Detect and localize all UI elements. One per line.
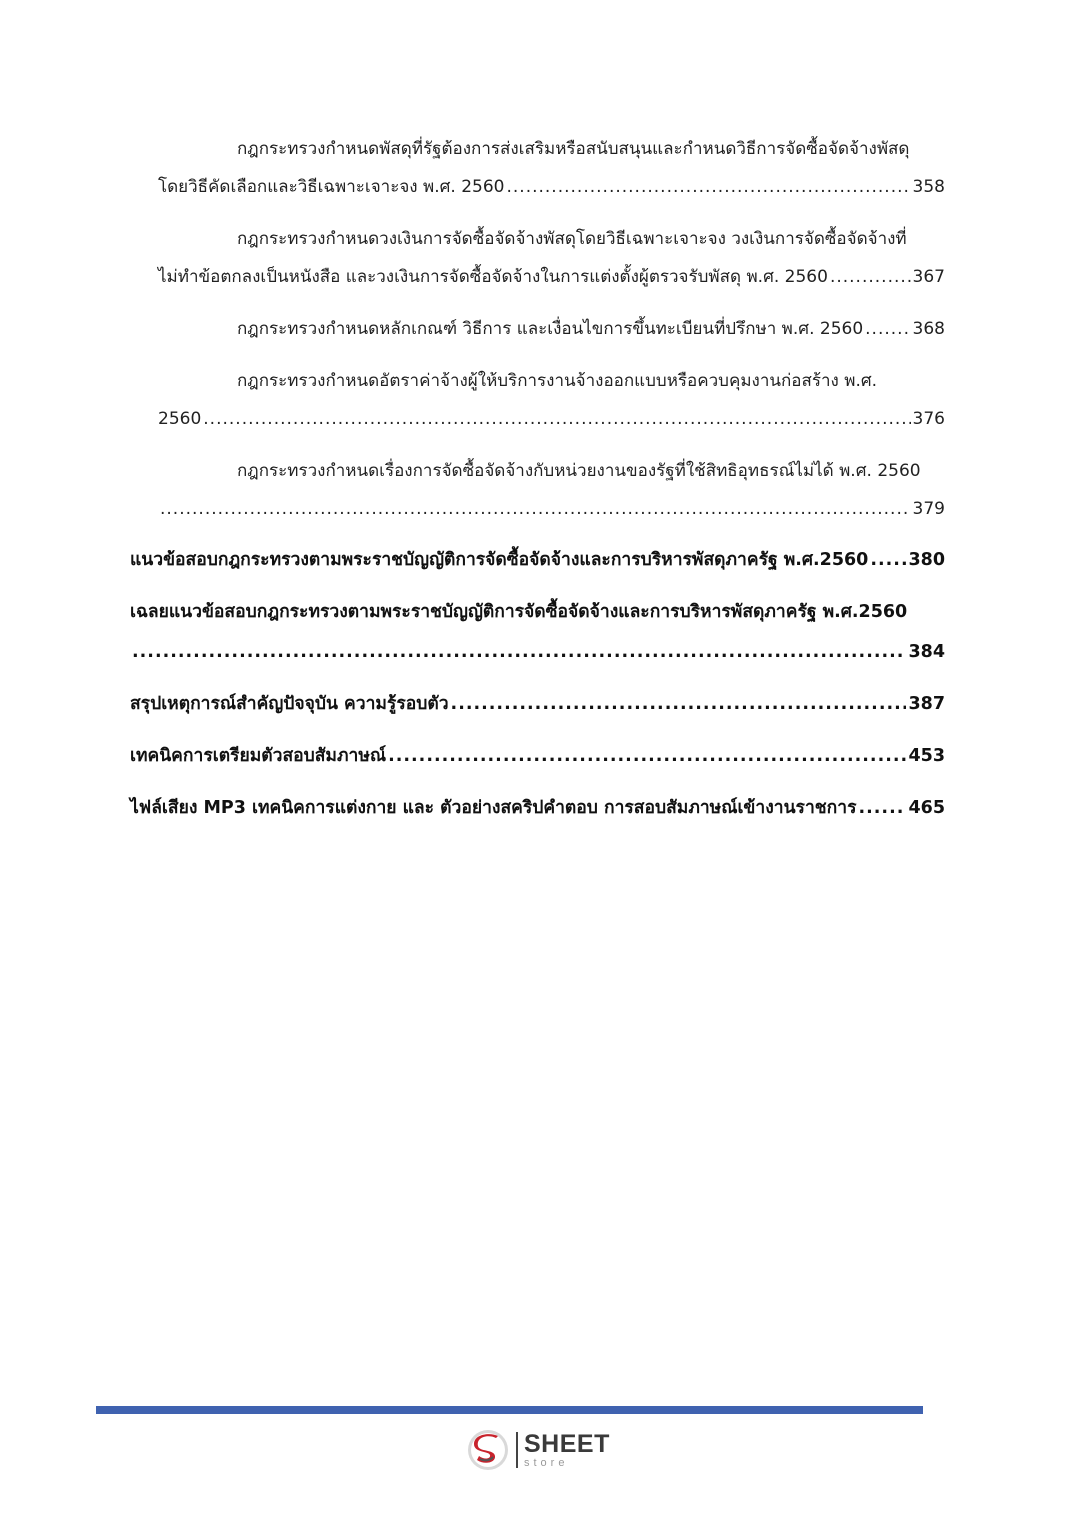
toc-page-number: 453	[908, 746, 945, 766]
footer-rule	[96, 1406, 923, 1414]
toc-entry[interactable]	[130, 310, 945, 348]
toc-page-number: 358	[912, 177, 945, 197]
toc-entry[interactable]	[130, 452, 945, 528]
dot-leader	[132, 632, 906, 672]
sheet-logo-icon	[466, 1428, 510, 1472]
toc-page-number: 379	[912, 499, 945, 519]
toc-chapter-title: สรุปเหตุการณ์สำคัญปัจจุบัน ความรู้รอบตัว	[130, 694, 449, 714]
toc-chapter-title: แนวข้อสอบกฎกระทรวงตามพระราชบัญญัติการจัดซื้อจัดจ้างและการบริหารพัสดุภาครัฐ พ.ศ.2560	[130, 550, 869, 570]
toc-chapter[interactable]	[130, 540, 945, 580]
toc-chapter[interactable]	[130, 788, 945, 828]
toc-entry-title: กฎกระทรวงกำหนดเรื่องการจัดซื้อจัดจ้างกับหน่วยงานของรัฐที่ใช้สิทธิอุทธรณ์ไม่ได้ พ.ศ. 2560	[237, 461, 921, 481]
toc-entry-title-cont: 2560	[158, 409, 202, 429]
toc-chapter-title: เทคนิคการเตรียมตัวสอบสัมภาษณ์	[130, 746, 387, 766]
dot-leader	[388, 736, 906, 776]
toc-entry-title-cont: โดยวิธีคัดเลือกและวิธีเฉพาะเจาะจง พ.ศ. 2560	[158, 177, 505, 197]
toc-chapter[interactable]	[130, 592, 945, 672]
logo-brand-subtext: store	[524, 1457, 569, 1469]
toc-page-number: 376	[912, 409, 945, 429]
toc-page-number: 384	[908, 642, 945, 662]
dot-leader	[506, 168, 910, 206]
toc-page-number: 380	[908, 550, 945, 570]
dot-leader	[830, 258, 911, 296]
toc-chapter[interactable]	[130, 736, 945, 776]
dot-leader	[858, 788, 906, 828]
dot-leader	[865, 310, 910, 348]
table-of-contents	[130, 130, 945, 828]
toc-chapter-title: เฉลยแนวข้อสอบกฎกระทรวงตามพระราชบัญญัติการจัดซื้อจัดจ้างและการบริหารพัสดุภาครัฐ พ.ศ.2560	[130, 602, 908, 622]
dot-leader	[203, 400, 910, 438]
logo-divider	[516, 1432, 518, 1468]
dot-leader	[870, 540, 906, 580]
toc-entry[interactable]	[130, 220, 945, 296]
toc-entry-title: กฎกระทรวงกำหนดหลักเกณฑ์ วิธีการ และเงื่อนไขการขึ้นทะเบียนที่ปรึกษา พ.ศ. 2560	[237, 319, 864, 339]
toc-page-number: 368	[912, 319, 945, 339]
sheet-store-logo	[466, 1428, 616, 1472]
toc-page-number: 387	[908, 694, 945, 714]
dot-leader	[160, 490, 911, 528]
toc-entry-title: กฎกระทรวงกำหนดอัตราค่าจ้างผู้ให้บริการงานจ้างออกแบบหรือควบคุมงานก่อสร้าง พ.ศ.	[237, 371, 878, 391]
toc-entry-title: กฎกระทรวงกำหนดวงเงินการจัดซื้อจัดจ้างพัสดุโดยวิธีเฉพาะเจาะจง วงเงินการจัดซื้อจัดจ้างที่	[237, 229, 907, 249]
logo-brand-text: SHEET	[524, 1430, 610, 1458]
toc-page-number: 465	[908, 798, 945, 818]
toc-chapter[interactable]	[130, 684, 945, 724]
toc-page-number: 367	[912, 267, 945, 287]
toc-entry[interactable]	[130, 362, 945, 438]
dot-leader	[451, 684, 907, 724]
toc-entry[interactable]	[130, 130, 945, 206]
toc-chapter-title: ไฟล์เสียง MP3 เทคนิคการแต่งกาย และ ตัวอย่างสคริปคำตอบ การสอบสัมภาษณ์เข้างานราชการ	[130, 798, 857, 818]
toc-entry-title-cont: ไม่ทำข้อตกลงเป็นหนังสือ และวงเงินการจัดซื้อจัดจ้างในการแต่งตั้งผู้ตรวจรับพัสดุ พ.ศ. 2560	[158, 267, 828, 287]
toc-entry-title: กฎกระทรวงกำหนดพัสดุที่รัฐต้องการส่งเสริมหรือสนับสนุนและกำหนดวิธีการจัดซื้อจัดจ้างพัสดุ	[237, 139, 910, 159]
